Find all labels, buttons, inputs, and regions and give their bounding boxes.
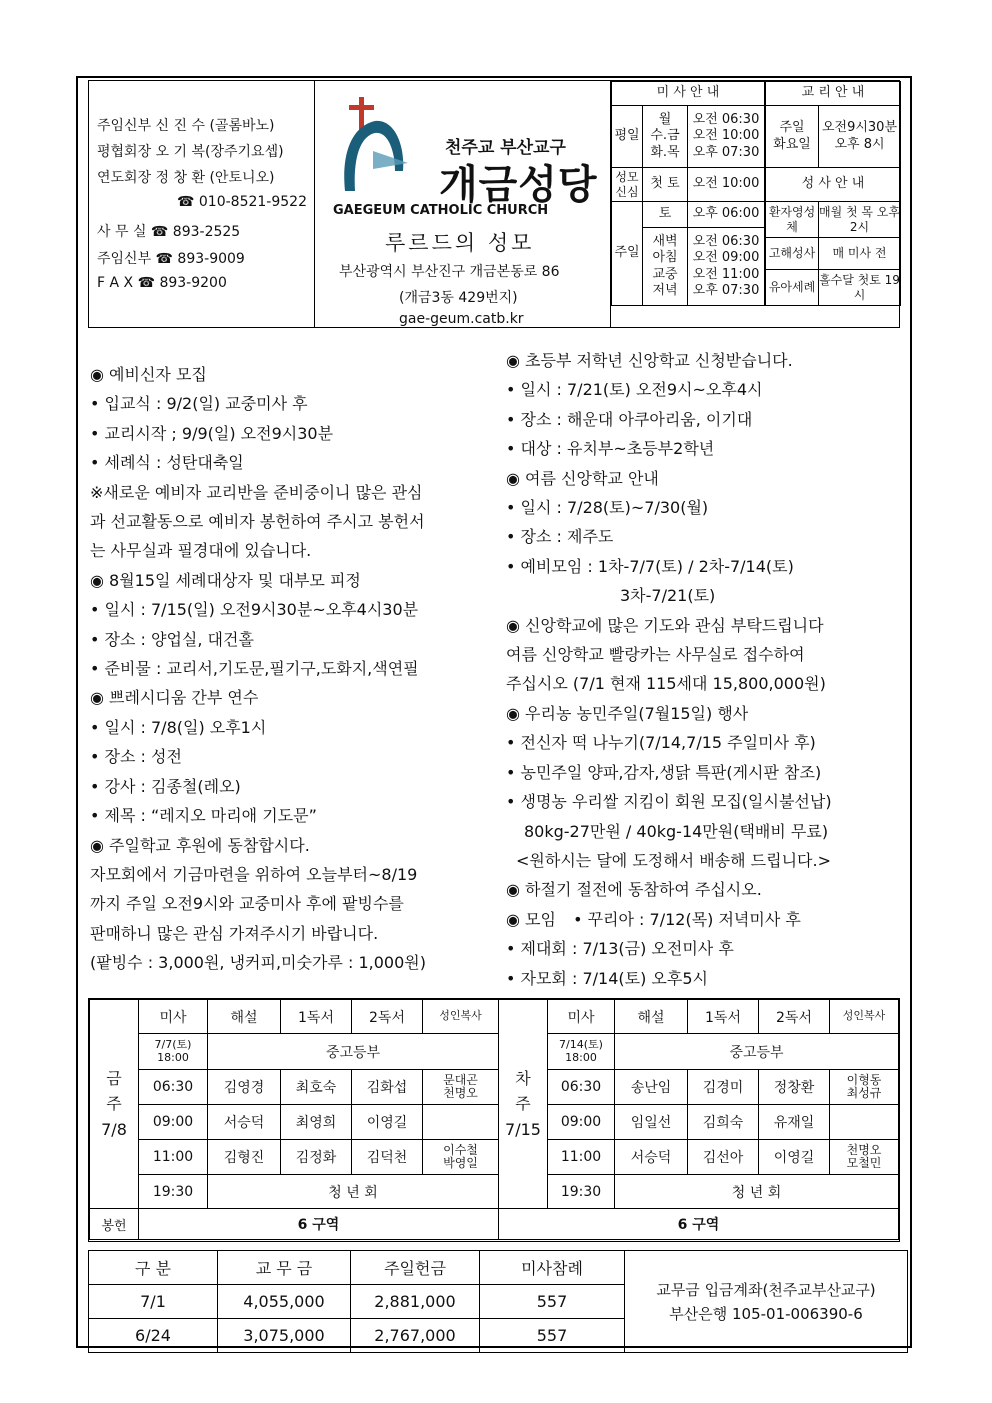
holy-label: 성모신심 bbox=[612, 168, 643, 202]
church-name-en: GAEGEUM CATHOLIC CHURCH bbox=[333, 203, 549, 218]
prayer-phone: ☎ 010-8521-9522 bbox=[177, 194, 307, 210]
bulletin-header bbox=[88, 80, 900, 328]
pastor-line: 주임신부 신 진 수 (골롬바노) bbox=[97, 118, 275, 134]
finance-table: 구 분 교 무 금 주일헌금 미사참례 교무금 입금계좌(천주교부산교구) 부산은행 105-01-006390-6 7/1 4,055,000 2,881,000 557 6/24 3,075,000 2,767,000 557 bbox=[88, 1250, 908, 1353]
duty-next-week: 차 주 7/15 미사 해설 1독서 2독서 성인복사 7/14(토) 18:00 중고등부 06:30 송난임 김경미 정창환 이형동 최성규 09:00 임일선 김희숙 유재일 11:00 서승덕 김선아 이영길 천명오 모철민 19:30 청 년 회 6 구역 bbox=[498, 999, 899, 1240]
catechism-schedule: 교 리 안 내 주일 화요일 오전9시30분 오후 8시 성 사 안 내 환자영성체 매월 첫 목 오후 2시 고해성사 매 미사 전 유아세례 홀수달 첫토 19시 bbox=[765, 81, 901, 306]
section-sunday-school: ◉ 주일학교 후원에 동참합시다. bbox=[90, 835, 310, 855]
section-catechumen: ◉ 예비신자 모집 bbox=[90, 365, 207, 384]
sunday-times: 오전 06:30 오전 09:00 오전 11:00 오후 07:30 bbox=[688, 228, 765, 306]
section-prayer-request: ◉ 신앙학교에 많은 기도와 관심 부탁드립니다 bbox=[506, 615, 824, 635]
section-retreat: ◉ 8월15일 세례대상자 및 대부모 피정 bbox=[90, 570, 361, 590]
sunday-sat-time: 오후 06:00 bbox=[688, 202, 765, 228]
weekday-label: 평일 bbox=[612, 106, 643, 168]
address-line1: 부산광역시 부산진구 개금본동로 86 bbox=[339, 264, 560, 280]
catechism-title: 교 리 안 내 bbox=[766, 82, 901, 106]
fax-number: F A X ☎ 893-9200 bbox=[97, 275, 227, 291]
weekday-days: 월 수.금 화.목 bbox=[643, 106, 688, 168]
section-praesidium: ◉ 쁘레시디움 간부 연수 bbox=[90, 688, 259, 708]
contact-info bbox=[89, 81, 315, 327]
office-phone: 사 무 실 ☎ 893-2525 bbox=[97, 224, 241, 240]
diocese-name: 천주교 부산교구 bbox=[445, 138, 566, 158]
section-meetings: ◉ 모임 bbox=[506, 909, 556, 929]
section-summer-school: ◉ 여름 신앙학교 안내 bbox=[506, 468, 659, 488]
next-week-label: 차 주 7/15 bbox=[499, 1000, 548, 1209]
sunday-label: 주일 bbox=[612, 202, 643, 306]
sunday-sat: 토 bbox=[643, 202, 688, 228]
right-column: ◉ 초등부 저학년 신앙학교 신청받습니다. • 일시 : 7/21(토) 오전9시~오후4시 • 장소 : 해운대 아쿠아리움, 이기대 • 대상 : 유치부~초등부2학년 ◉ 여름 신앙학교 안내 • 일시 : 7/28(토)~7/30(월) • 장소 : 제주도 • 예비모임 : 1차-7/7(토) / 2차-7/14(토) 3차-7/21(토) ◉ 신앙학교에 많은 기도와 관심 부탁드립니다 여름 신앙학교 빨랑카는 사무실로 접수하여 주십시오 (7/1 현재 115세대 15,800,000원) ◉ 우리농 농민주일(7월15일) 행사 • 전신자 떡 나누기(7/14,7/15 주일미사 후) • 농민주일 양파,감자,생닭 특판(게시판 참조) • 생명농 우리쌀 지킴이 회원 모집(일시불선납) 80kg-27만원 / 40kg-14만원(택배비 무료) <원하시는 달에 도정해서 배송해 드립니다.> ◉ 하절기 절전에 동참하여 주십시오. ◉ 모임 • 꾸리아 : 7/12(목) 저녁미사 후 • 제대회 : 7/13(금) 오전미사 후 • 자모회 : 7/14(토) 오후5시 bbox=[506, 346, 906, 993]
duty-roster bbox=[88, 998, 900, 1242]
sacrament-title: 성 사 안 내 bbox=[766, 168, 901, 202]
section-faith-school-junior: ◉ 초등부 저학년 신앙학교 신청받습니다. bbox=[506, 351, 793, 370]
holy-time: 오전 10:00 bbox=[688, 168, 765, 202]
mass-schedule bbox=[611, 81, 765, 306]
rectory-phone: 주임신부 ☎ 893-9009 bbox=[97, 251, 245, 267]
church-identity bbox=[315, 81, 611, 327]
church-name: 개금성당 bbox=[439, 162, 598, 208]
offering-label: 봉헌 bbox=[90, 1209, 139, 1240]
this-week-label: 금 주 7/8 bbox=[90, 1000, 139, 1209]
holy-day: 첫 토 bbox=[643, 168, 688, 202]
schedules bbox=[611, 81, 901, 327]
mass-title: 미 사 안 내 bbox=[612, 82, 765, 106]
left-column: ◉ 예비신자 모집 • 입교식 : 9/2(일) 교중미사 후 • 교리시작 ; 9/9(일) 오전9시30분 • 세례식 : 성탄대축일 ※새로운 예비자 교리반을 준비중이니 많은 관심 과 선교활동으로 예비자 봉헌하여 주시고 봉헌서 는 사무실과 필경대에 있습니다. ◉ 8월15일 세례대상자 및 대부모 피정 • 일시 : 7/15(일) 오전9시30분~오후4시30분 • 장소 : 양업실, 대건홀 • 준비물 : 교리서,기도문,필기구,도화지,색연필 ◉ 쁘레시디움 간부 연수 • 일시 : 7/8(일) 오후1시 • 장소 : 성전 • 강사 : 김종철(레오) • 제목 : “레지오 마리애 기도문” ◉ 주일학교 후원에 동참합시다. 자모회에서 기금마련을 위하여 오늘부터~8/19 까지 주일 오전9시와 교중미사 후에 팥빙수를 판매하니 많은 관심 가져주시기 바랍니다. (팥빙수 : 3,000원, 냉커피,미숫가루 : 1,000원) bbox=[90, 360, 490, 978]
duty-this-week: 금 주 7/8 미사 해설 1독서 2독서 성인복사 7/7(토) 18:00 중고등부 06:30 김영경 최호숙 김화섭 문대곤 천명오 09:00 서승덕 최영희 이영길 11:00 김형진 김정화 김덕천 이수철 박영일 19:30 청 년 회 봉헌 6 구역 bbox=[89, 999, 499, 1240]
weekday-times: 오전 06:30 오전 10:00 오후 07:30 bbox=[688, 106, 765, 168]
sunday-names: 새벽 아침 교중 저녁 bbox=[643, 228, 688, 306]
patron-name: 루르드의 성모 bbox=[385, 231, 535, 255]
church-logo-icon bbox=[333, 91, 413, 201]
prayer-line: 연도회장 정 창 환 (안토니오) bbox=[97, 170, 275, 186]
meetings-row: ◉ 모임 • 꾸리아 : 7/12(목) 저녁미사 후 bbox=[506, 909, 801, 929]
account-info: 교무금 입금계좌(천주교부산교구) 부산은행 105-01-006390-6 bbox=[625, 1251, 908, 1353]
council-line: 평협회장 오 기 복(장주기요셉) bbox=[97, 144, 284, 160]
section-energy-saving: ◉ 하절기 절전에 동참하여 주십시오. bbox=[506, 880, 762, 900]
address-line2: (개금3동 429번지) bbox=[399, 290, 518, 306]
section-farmers-sunday: ◉ 우리농 농민주일(7월15일) 행사 bbox=[506, 703, 749, 723]
website[interactable]: gae-geum.catb.kr bbox=[399, 311, 524, 327]
